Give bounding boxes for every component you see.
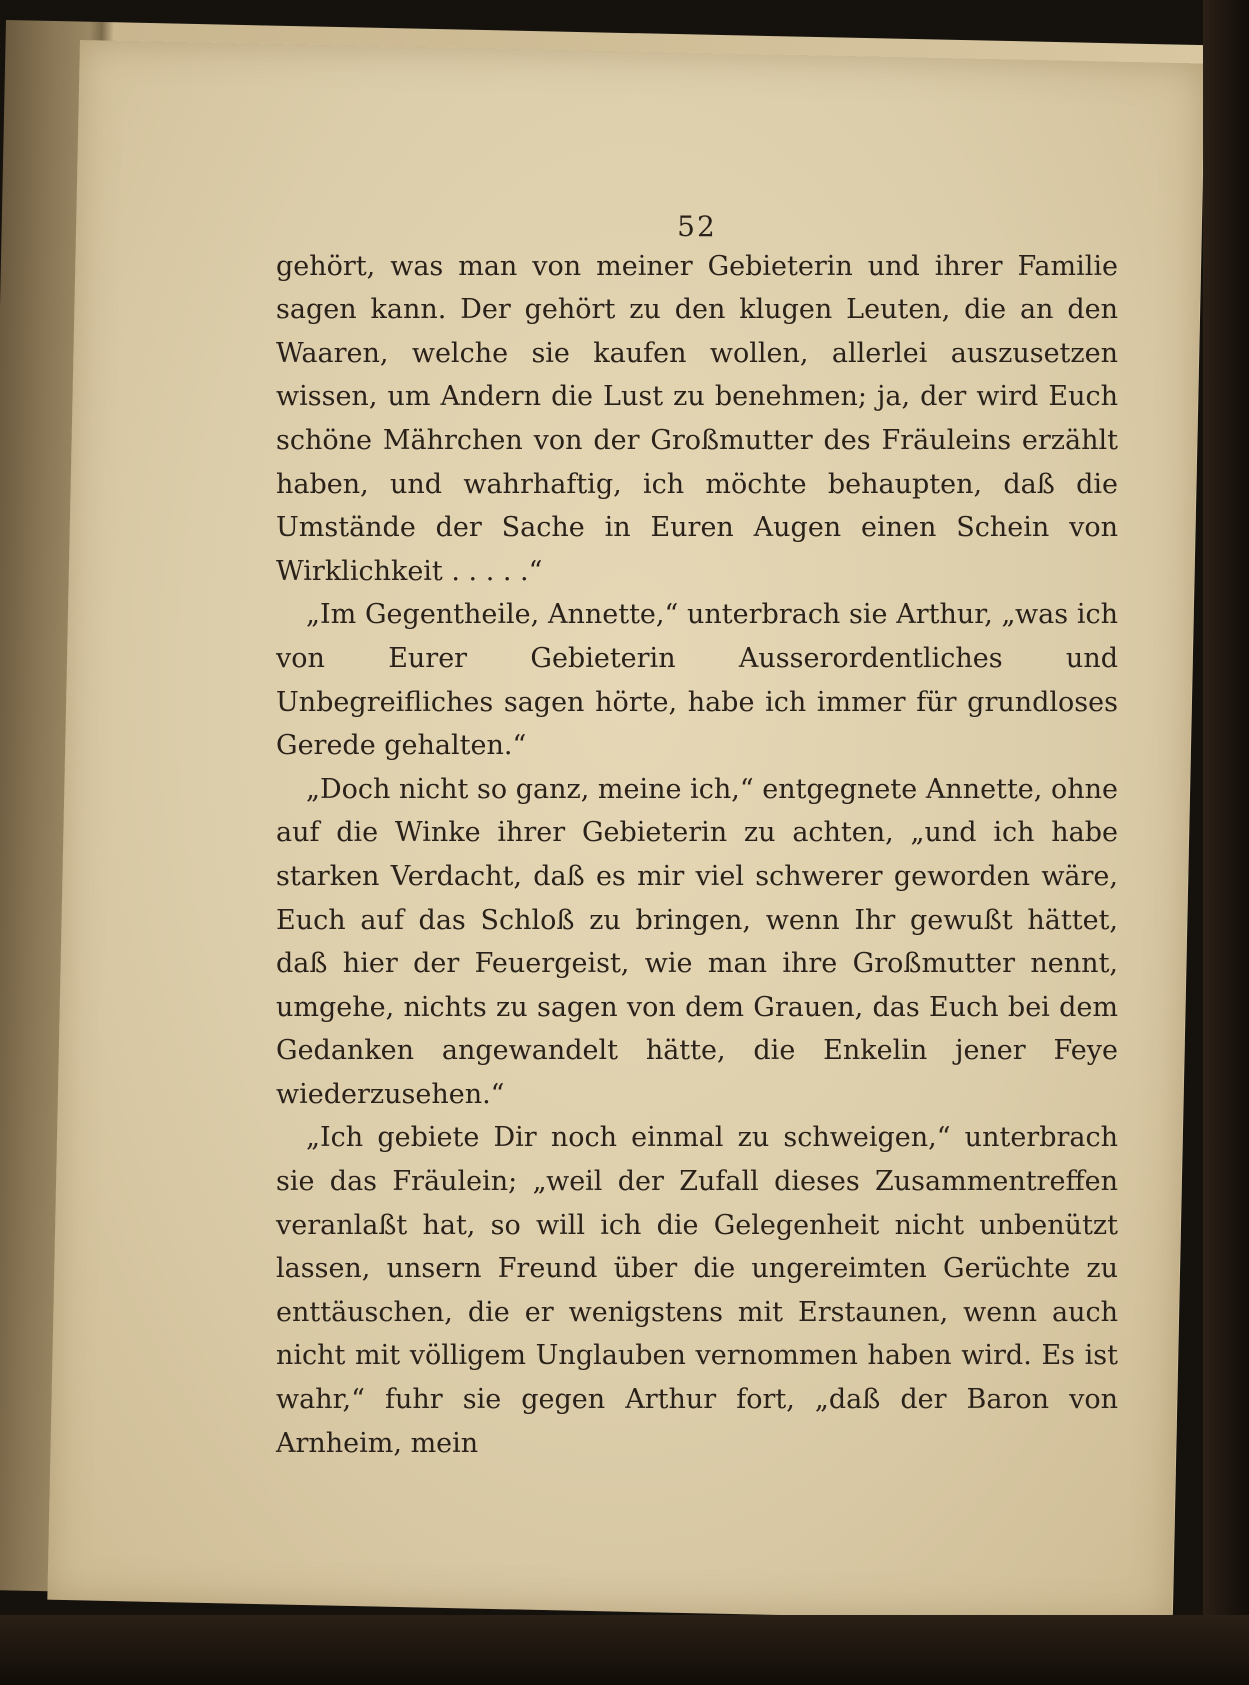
paragraph-4: „Ich gebiete Dir noch einmal zu schweigen,“ unterbrach sie das Fräulein; „weil der Zufall dieses Zusammentreffen veranlaßt hat, so will ich die Gelegenheit nicht unbenützt lassen, unsern Freund über die ungereimten Gerüchte zu enttäuschen, die er wenigstens mit Erstaunen, wenn auch nicht mit völligem Unglauben vernommen haben wird. Es ist wahr,“ fuhr sie gegen Arthur fort, „daß der Baron von Arnheim, mein: [276, 1122, 1118, 1459]
paragraph-1: gehört, was man von meiner Gebieterin und ihrer Familie sagen kann. Der gehört zu den klugen Leuten, die an den Waaren, welche sie kaufen wollen, allerlei auszusetzen wissen, um Andern die Lust zu benehmen; ja, der wird Euch schöne Mährchen von der Großmutter des Fräuleins erzählt haben, und wahrhaftig, ich möchte behaupten, daß die Umstände der Sache in Euren Augen einen Schein von Wirklichkeit . . . . .“: [276, 250, 1118, 587]
page-number: 52: [677, 210, 717, 243]
scan-background-right: [1203, 0, 1249, 1685]
paragraph-2: „Im Gegentheile, Annette,“ unterbrach sie Arthur, „was ich von Eurer Gebieterin Ausserordentliches und Unbegreifliches sagen hörte, habe ich immer für grundloses Gerede gehalten.“: [276, 599, 1118, 762]
scan-background-bottom: [0, 1615, 1249, 1685]
page-text-block: [276, 205, 1118, 1465]
paragraph-3: „Doch nicht so ganz, meine ich,“ entgegnete Annette, ohne auf die Winke ihrer Gebieterin zu achten, „und ich habe starken Verdacht, daß es mir viel schwerer geworden wäre, Euch auf das Schloß zu bringen, wenn Ihr gewußt hättet, daß hier der Feuergeist, wie man ihre Großmutter nennt, umgehe, nichts zu sagen von dem Grauen, das Euch bei dem Gedanken angewandelt hätte, die Enkelin jener Feye wiederzusehen.“: [276, 773, 1118, 1110]
